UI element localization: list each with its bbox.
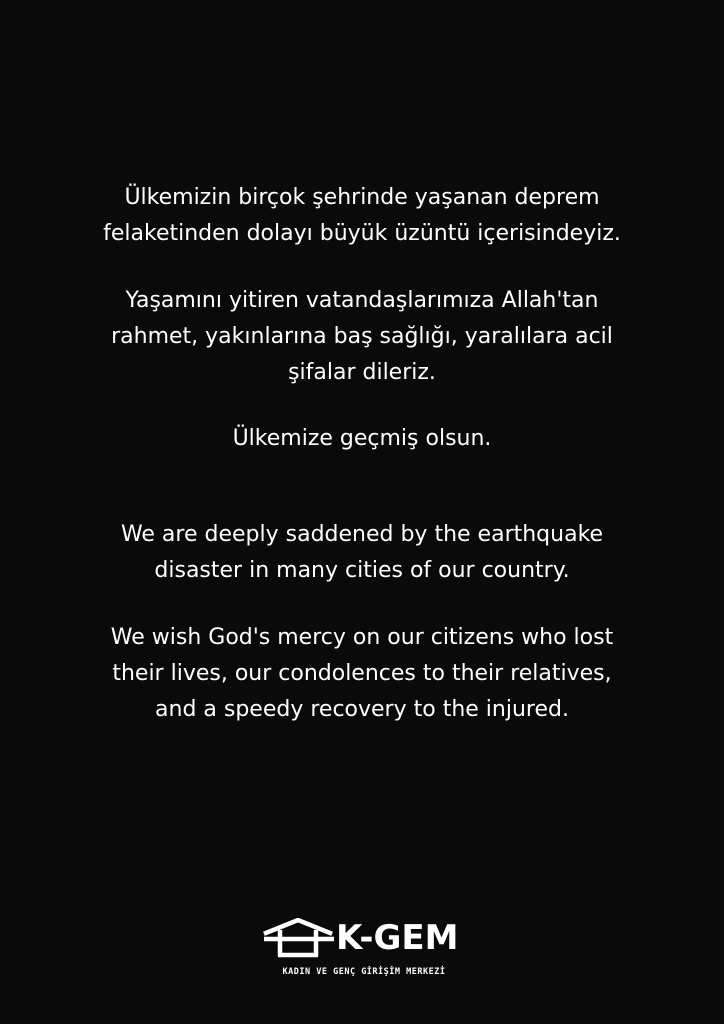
turkish-paragraph-1: Ülkemizin birçok şehrinde yaşanan deprem felaketinden dolayı büyük üzüntü içerisindeyiz.	[103, 185, 621, 246]
english-paragraph-2: We wish God's mercy on our citizens who lost their lives, our condolences to their relatives, and a speedy recovery to the injured.	[110, 625, 614, 722]
turkish-paragraph-3: Ülkemize geçmiş olsun.	[232, 426, 492, 451]
logo-name: K-GEM	[336, 918, 459, 958]
english-paragraph-1: We are deeply saddened by the earthquake disaster in many cities of our country.	[120, 522, 604, 583]
logo-subtitle: KADIN VE GENÇ GİRİŞİM MERKEZİ	[282, 967, 446, 977]
house-icon	[262, 918, 334, 958]
turkish-paragraph-2: Yaşamını yitiren vatandaşlarımıza Allah'tan rahmet, yakınlarına baş sağlığı, yaralılara acil şifalar dileriz.	[111, 288, 613, 385]
kgem-logo	[262, 918, 464, 980]
